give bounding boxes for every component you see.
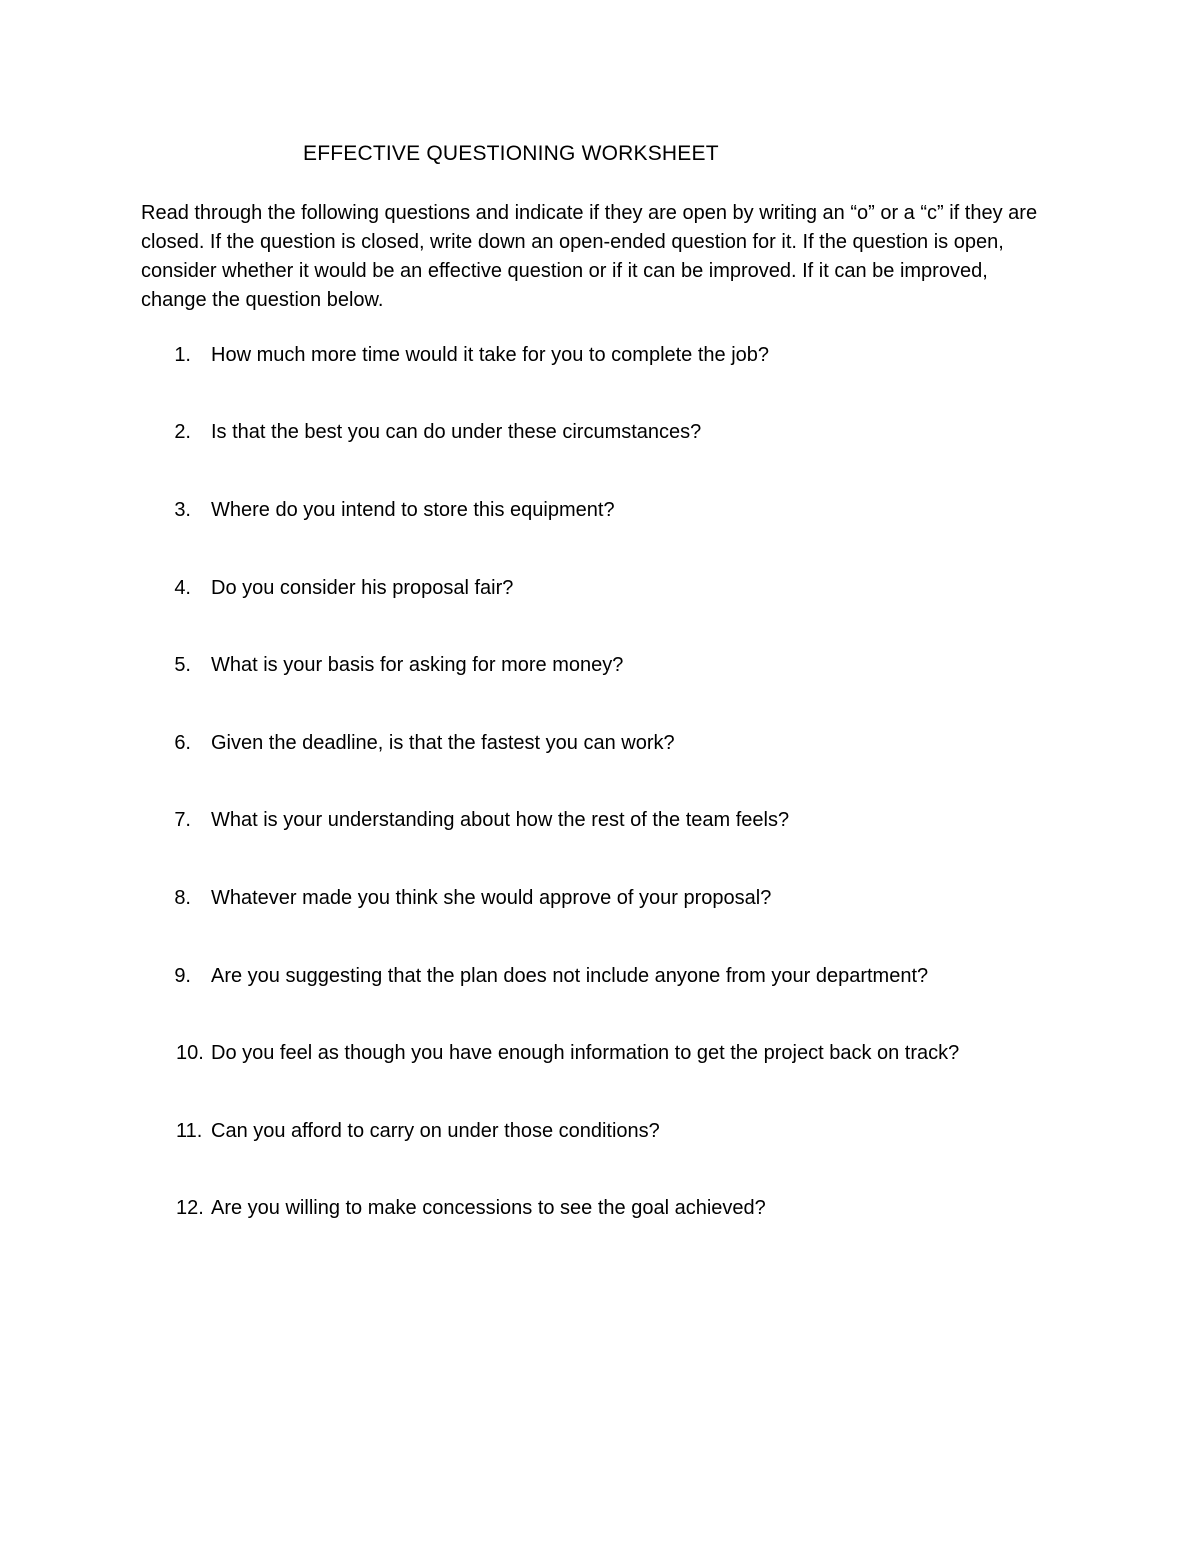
question-text: Are you suggesting that the plan does not include anyone from your department? xyxy=(211,965,929,987)
question-item xyxy=(0,417,1200,447)
question-text: Do you feel as though you have enough information to get the project back on track? xyxy=(211,1042,960,1064)
question-text: What is your understanding about how the rest of the team feels? xyxy=(211,809,790,831)
instructions-paragraph: Read through the following questions and indicate if they are open by writing an “o” or a “c” if they are closed. If the question is closed, write down an open-ended question for it. If the question is open, consider whether it would be an effective question or if it can be improved. If it can be improved, change the question below. xyxy=(141,202,1038,311)
question-number: 1. xyxy=(174,344,191,366)
question-number: 5. xyxy=(174,654,191,676)
question-number: 7. xyxy=(174,809,191,831)
question-number: 9. xyxy=(174,965,191,987)
question-text: What is your basis for asking for more money? xyxy=(211,654,624,676)
question-item xyxy=(0,728,1200,758)
question-item xyxy=(0,961,1200,991)
question-text: Do you consider his proposal fair? xyxy=(211,577,514,599)
question-text: Whatever made you think she would approve of your proposal? xyxy=(211,887,772,909)
question-text: Are you willing to make concessions to see the goal achieved? xyxy=(211,1197,766,1219)
question-number: 2. xyxy=(174,421,191,443)
question-item xyxy=(0,883,1200,913)
question-item xyxy=(0,495,1200,525)
question-text: Where do you intend to store this equipment? xyxy=(211,499,615,521)
question-item xyxy=(0,340,1200,370)
question-text: Is that the best you can do under these circumstances? xyxy=(211,421,702,443)
question-number: 10. xyxy=(176,1042,204,1064)
question-item xyxy=(0,1038,1200,1068)
question-item xyxy=(0,650,1200,680)
question-text: Given the deadline, is that the fastest you can work? xyxy=(211,732,675,754)
question-number: 8. xyxy=(174,887,191,909)
question-number: 12. xyxy=(176,1197,204,1219)
question-text: How much more time would it take for you to complete the job? xyxy=(211,344,770,366)
question-item xyxy=(0,1116,1200,1146)
question-number: 4. xyxy=(174,577,191,599)
question-number: 3. xyxy=(174,499,191,521)
question-item xyxy=(0,1193,1200,1223)
question-number: 6. xyxy=(174,732,191,754)
question-text: Can you afford to carry on under those conditions? xyxy=(211,1120,660,1142)
page-title: EFFECTIVE QUESTIONING WORKSHEET xyxy=(303,142,719,165)
question-item xyxy=(0,805,1200,835)
question-number: 11. xyxy=(176,1120,203,1142)
question-item xyxy=(0,573,1200,603)
